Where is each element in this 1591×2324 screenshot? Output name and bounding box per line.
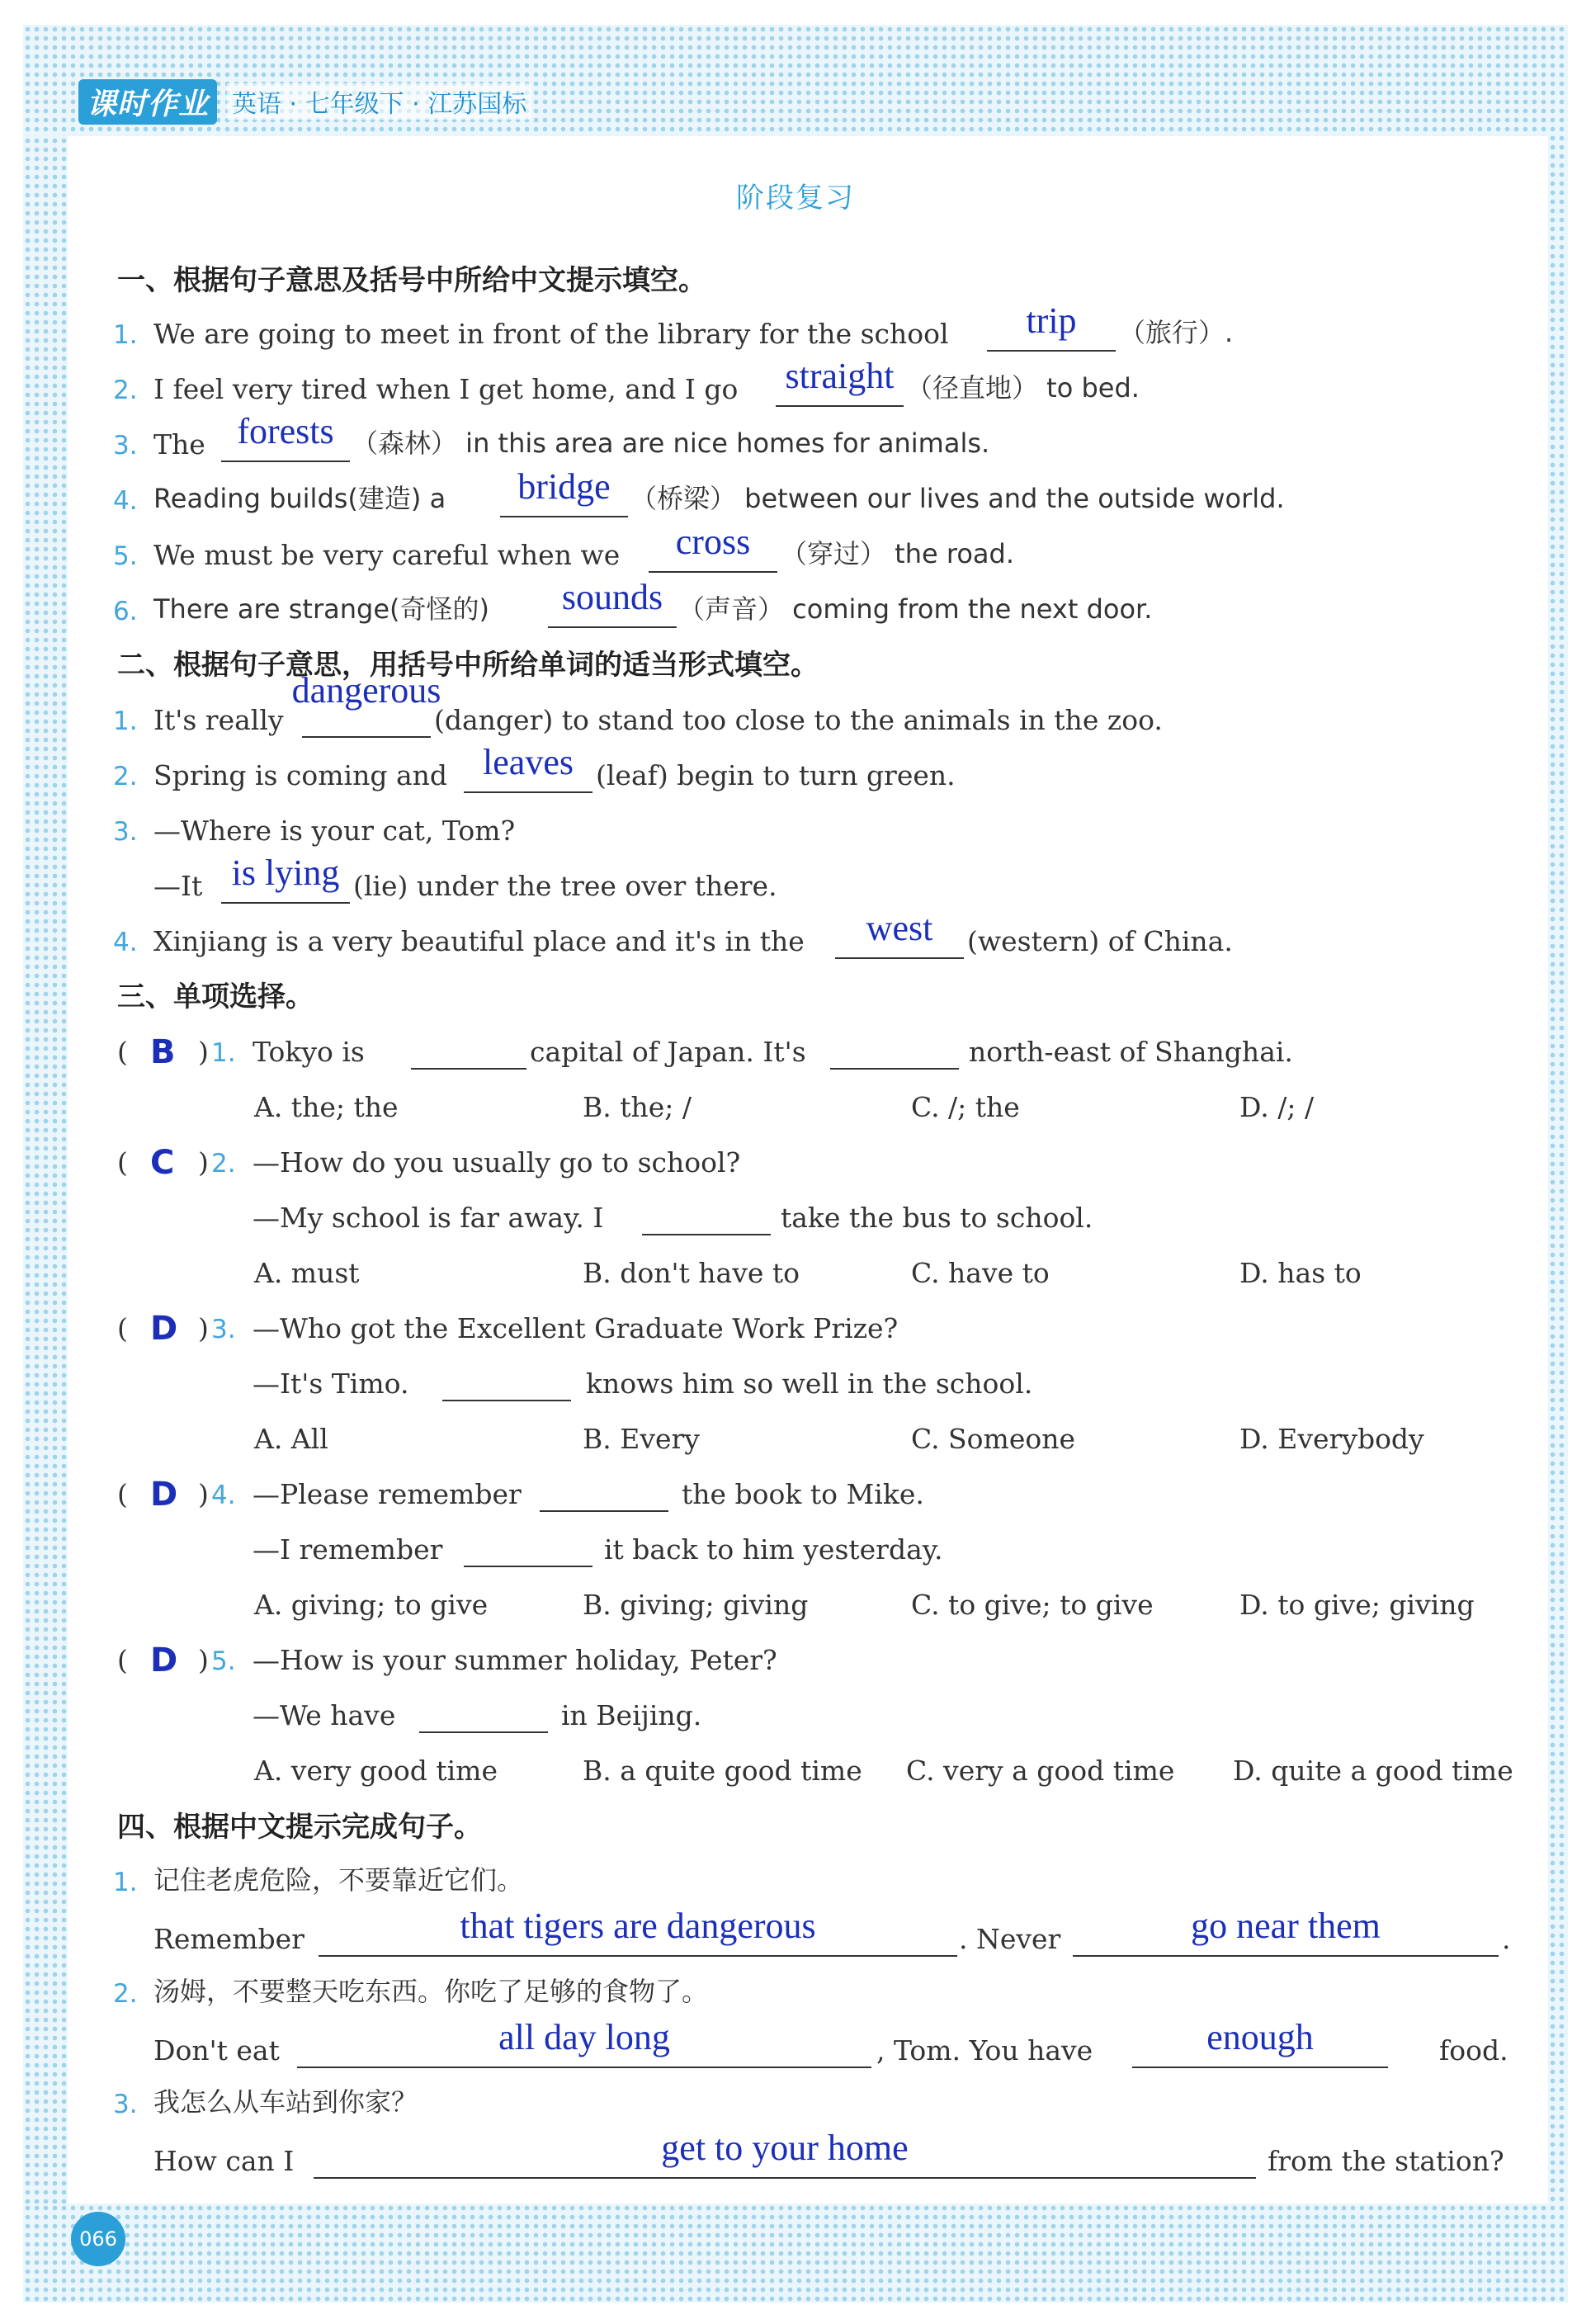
filled-answer: straight — [785, 356, 895, 396]
sentence-text: capital of Japan. It's — [530, 1036, 806, 1068]
s3-q1-options — [0, 1077, 1591, 1131]
filled-answer: is lying — [231, 853, 340, 893]
option-c[interactable]: C. Someone — [911, 1423, 1075, 1455]
answer-blank — [830, 1066, 959, 1070]
option-d[interactable]: D. to give; giving — [1239, 1589, 1475, 1621]
question-number: 1. — [113, 1868, 138, 1897]
s3-q5-options — [0, 1741, 1591, 1795]
bracket-close: ) — [198, 1146, 209, 1179]
filled-answer: get to your home — [661, 2128, 909, 2168]
answer-blank — [419, 1730, 548, 1733]
answer-blank — [776, 404, 904, 407]
sentence-text: We must be very careful when we — [153, 539, 621, 571]
option-b[interactable]: B. Every — [583, 1423, 700, 1455]
s3-q2-line2 — [0, 1188, 1591, 1242]
sentence-text: —How do you usually go to school? — [253, 1146, 741, 1179]
sentence-text: from the station? — [1268, 2145, 1504, 2177]
section1-heading: 一、根据句子意思及括号中所给中文提示填空。 — [117, 264, 706, 297]
s1-q4 — [0, 466, 1591, 524]
option-b[interactable]: B. don't have to — [583, 1257, 800, 1289]
s3-q1 — [0, 1022, 1591, 1076]
sentence-text: Spring is coming and — [153, 759, 448, 791]
option-c[interactable]: C. very a good time — [906, 1755, 1175, 1787]
bracket-open: ( — [117, 1036, 128, 1068]
choice-answer: D — [150, 1641, 178, 1679]
book-subtitle: 英语 · 七年级下 · 江苏国标 — [227, 83, 531, 120]
s4-q3-cn — [0, 2073, 1591, 2128]
bracket-open: ( — [117, 1644, 128, 1676]
option-d[interactable]: D. Everybody — [1239, 1423, 1424, 1455]
choice-answer: D — [150, 1310, 178, 1348]
sentence-text: We are going to meet in front of the library for the school — [153, 318, 949, 350]
sentence-text: I feel very tired when I get home, and I go — [153, 373, 739, 405]
s2-q1 — [0, 670, 1591, 744]
answer-blank — [319, 1953, 957, 1957]
sentence-text: It's really — [153, 704, 284, 736]
page-number-badge: 066 — [71, 2212, 125, 2266]
s3-q2 — [0, 1132, 1591, 1187]
s3-q2-options — [0, 1243, 1591, 1297]
question-number: 3. — [113, 2090, 138, 2119]
sentence-text: （穿过） the road. — [781, 538, 1014, 569]
sentence-text: take the bus to school. — [781, 1202, 1093, 1234]
s3-q5-line2 — [0, 1685, 1591, 1740]
sentence-text: —Who got the Excellent Graduate Work Prize? — [253, 1312, 899, 1344]
answer-blank — [464, 1564, 592, 1567]
s4-q1-cn — [0, 1851, 1591, 1906]
question-number: 3. — [113, 817, 138, 847]
s1-q2 — [0, 356, 1591, 413]
option-c[interactable]: C. /; the — [911, 1091, 1020, 1123]
sentence-text: Xinjiang is a very beautiful place and it's in the — [153, 925, 805, 957]
answer-blank — [642, 1232, 771, 1235]
bracket-close: ) — [198, 1036, 209, 1068]
question-number: 1. — [113, 706, 138, 736]
sentence-text: . — [1502, 1923, 1511, 1955]
sentence-text: How can I — [153, 2145, 295, 2177]
sentence-text: Reading builds(建造) a — [153, 483, 446, 514]
sentence-text: knows him so well in the school. — [586, 1367, 1033, 1400]
sentence-text: —I remember — [253, 1533, 443, 1566]
sentence-text: —It's Timo. — [253, 1367, 409, 1400]
sentence-text: Remember — [153, 1923, 305, 1955]
bracket-open: ( — [117, 1312, 128, 1344]
option-a[interactable]: A. the; the — [254, 1091, 399, 1123]
option-d[interactable]: D. has to — [1239, 1257, 1362, 1289]
option-d[interactable]: D. /; / — [1239, 1091, 1315, 1123]
page-header — [78, 81, 531, 122]
answer-blank — [1132, 2065, 1388, 2068]
answer-blank — [221, 459, 350, 462]
sentence-text: food. — [1439, 2034, 1508, 2067]
bracket-close: ) — [198, 1312, 209, 1344]
option-b[interactable]: B. giving; giving — [583, 1589, 809, 1621]
question-number: 4. — [113, 486, 138, 516]
chinese-prompt: 我怎么从车站到你家？ — [153, 2086, 418, 2118]
sentence-text: （声音） coming from the next door. — [678, 593, 1153, 625]
bracket-open: ( — [117, 1146, 128, 1179]
sentence-text: (danger) to stand too close to the animals in the zoo. — [434, 704, 1163, 736]
sentence-text: (western) of China. — [967, 925, 1233, 957]
s4-q1 — [0, 1906, 1591, 1963]
sentence-text: （旅行）. — [1119, 317, 1234, 348]
filled-answer: that tigers are dangerous — [460, 1906, 816, 1946]
s3-q3-line2 — [0, 1353, 1591, 1408]
question-number: 3. — [113, 431, 138, 461]
filled-answer: go near them — [1191, 1906, 1381, 1946]
option-c[interactable]: C. have to — [911, 1257, 1050, 1289]
s2-q2 — [0, 742, 1591, 800]
option-d[interactable]: D. quite a good time — [1233, 1755, 1513, 1787]
filled-answer: bridge — [517, 466, 611, 507]
sentence-text: —We have — [253, 1699, 396, 1731]
bracket-close: ) — [198, 1478, 209, 1510]
bracket-open: ( — [117, 1478, 128, 1510]
sentence-text: （森林） in this area are nice homes for animals. — [352, 427, 990, 459]
answer-blank — [500, 514, 628, 517]
s4-q2 — [0, 2017, 1591, 2075]
sentence-text: . Never — [959, 1923, 1061, 1955]
question-number: 4. — [211, 1481, 236, 1510]
option-a[interactable]: A. must — [254, 1257, 360, 1289]
sentence-text: Tokyo is — [253, 1036, 365, 1068]
question-number: 5. — [113, 541, 138, 571]
answer-blank — [314, 2175, 1256, 2179]
filled-answer: forests — [237, 411, 334, 451]
option-a[interactable]: A. very good time — [254, 1755, 498, 1787]
option-b[interactable]: B. the; / — [583, 1091, 692, 1123]
section2-heading: 二、根据句子意思，用括号中所给单词的适当形式填空。 — [117, 649, 819, 682]
question-number: 6. — [113, 597, 138, 626]
option-a[interactable]: A. All — [254, 1423, 328, 1455]
s1-q5 — [0, 522, 1591, 579]
question-number: 2. — [113, 1979, 138, 2009]
section4-heading: 四、根据中文提示完成句子。 — [117, 1811, 482, 1844]
filled-answer: all day long — [498, 2017, 670, 2057]
answer-blank — [464, 790, 592, 793]
sentence-text: (lie) under the tree over there. — [353, 870, 777, 902]
option-a[interactable]: A. giving; to give — [254, 1589, 489, 1621]
s2-q3a — [0, 801, 1591, 855]
answer-blank — [442, 1398, 571, 1401]
question-number: 2. — [211, 1149, 236, 1179]
sentence-text: （桥梁） between our lives and the outside world. — [630, 483, 1285, 514]
s2-q3b — [0, 853, 1591, 910]
sentence-text: —Where is your cat, Tom? — [153, 815, 516, 847]
question-number: 5. — [211, 1646, 236, 1676]
answer-blank — [548, 625, 677, 628]
page-title: 阶段复习 — [736, 182, 855, 215]
filled-answer: enough — [1206, 2017, 1314, 2057]
sentence-text: —Please remember — [253, 1478, 522, 1510]
s3-q4-line2 — [0, 1519, 1591, 1574]
s3-q4-options — [0, 1575, 1591, 1629]
sentence-text: the book to Mike. — [682, 1478, 924, 1510]
sentence-text: The — [153, 428, 205, 461]
question-number: 1. — [113, 320, 138, 350]
filled-answer: trip — [1026, 300, 1077, 341]
choice-answer: D — [150, 1476, 178, 1514]
filled-answer: cross — [675, 522, 751, 562]
option-c[interactable]: C. to give; to give — [911, 1589, 1154, 1621]
sentence-text: it back to him yesterday. — [604, 1533, 943, 1566]
s4-q2-cn — [0, 1963, 1591, 2017]
answer-blank — [987, 348, 1116, 352]
bracket-close: ) — [198, 1644, 209, 1676]
sentence-text: , Tom. You have — [876, 2034, 1093, 2067]
sentence-text: —How is your summer holiday, Peter? — [253, 1644, 777, 1676]
sentence-text: Don't eat — [153, 2034, 280, 2067]
chinese-prompt: 汤姆，不要整天吃东西。你吃了足够的食物了。 — [153, 1976, 709, 2007]
question-number: 4. — [113, 928, 138, 957]
question-number: 2. — [113, 376, 138, 405]
answer-blank — [1073, 1953, 1499, 1957]
answer-blank — [297, 2065, 871, 2068]
answer-blank — [221, 900, 350, 904]
answer-blank — [649, 569, 777, 573]
section3-heading: 三、单项选择。 — [117, 980, 314, 1013]
s4-q3 — [0, 2128, 1591, 2185]
question-number: 2. — [113, 762, 138, 791]
logo: 课时作业 — [78, 79, 217, 125]
answer-blank — [540, 1509, 668, 1512]
filled-answer: west — [866, 908, 933, 948]
sentence-text: (leaf) begin to turn green. — [596, 759, 956, 791]
sentence-text: —My school is far away. I — [253, 1202, 604, 1234]
s1-q3 — [0, 411, 1591, 469]
s3-q3 — [0, 1298, 1591, 1353]
s1-q1 — [0, 300, 1591, 358]
filled-answer: sounds — [561, 577, 663, 617]
answer-blank — [835, 956, 964, 959]
answer-blank — [302, 735, 431, 738]
answer-blank — [411, 1066, 526, 1070]
sentence-text: There are strange(奇怪的) — [153, 593, 489, 625]
option-b[interactable]: B. a quite good time — [583, 1755, 862, 1787]
filled-answer: leaves — [483, 742, 574, 782]
question-number: 1. — [211, 1038, 236, 1068]
sentence-text: （径直地） to bed. — [906, 372, 1140, 404]
choice-answer: C — [150, 1144, 175, 1182]
s3-q3-options — [0, 1409, 1591, 1463]
sentence-text: north-east of Shanghai. — [969, 1036, 1293, 1068]
filled-answer: dangerous — [291, 670, 441, 711]
sentence-text: in Beijing. — [561, 1699, 702, 1731]
s3-q4 — [0, 1464, 1591, 1519]
question-number: 3. — [211, 1315, 236, 1344]
sentence-text: —It — [153, 870, 203, 902]
s2-q4 — [0, 908, 1591, 966]
dotted-band-bottom — [23, 2204, 1568, 2303]
choice-answer: B — [150, 1033, 176, 1071]
s3-q5 — [0, 1630, 1591, 1684]
chinese-prompt: 记住老虎危险，不要靠近它们。 — [153, 1864, 524, 1896]
s1-q6 — [0, 577, 1591, 635]
